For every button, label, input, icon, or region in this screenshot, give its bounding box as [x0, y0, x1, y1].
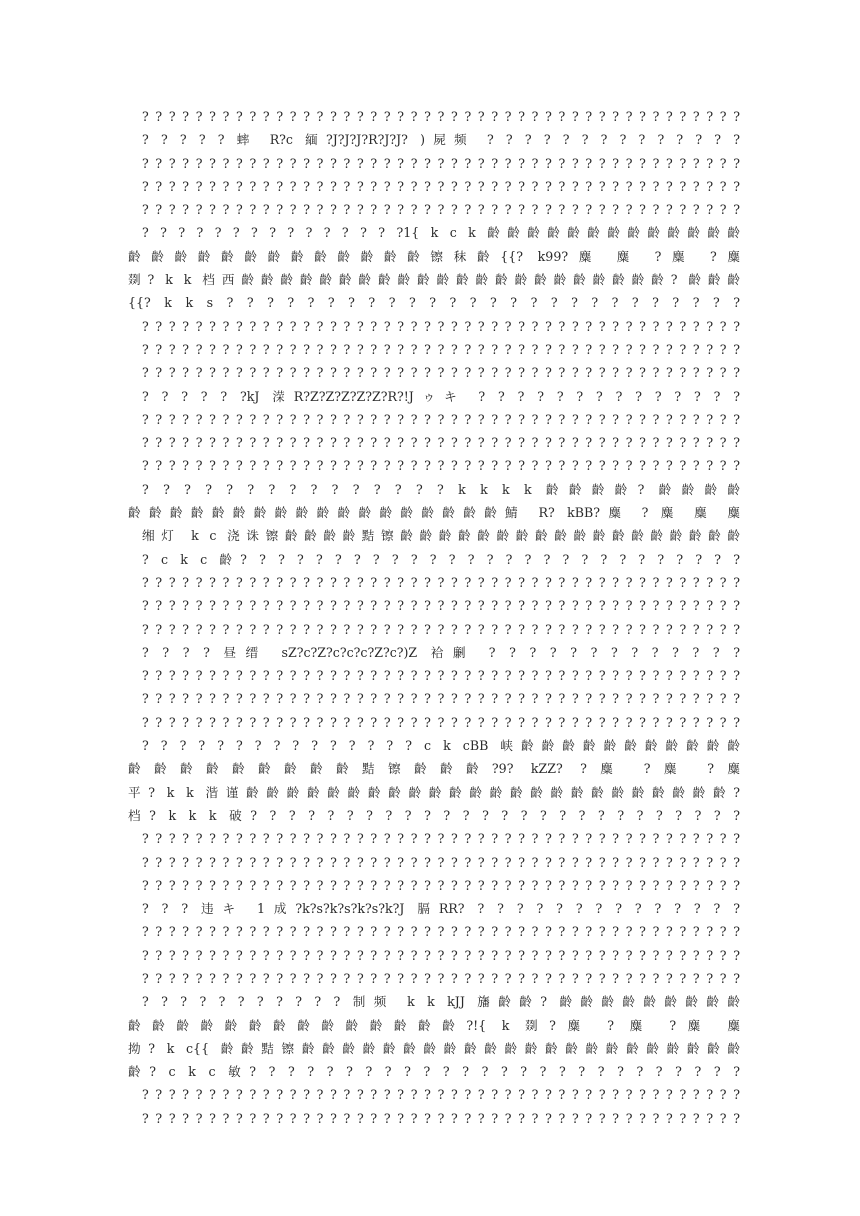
- text-line: ? ? ? ? ? ? ? ? ? ? ? ? ? ? ? ? ? ? ? ? ? ? ? ? ? ? ? ? ? ? ? ? ? ? ? ? ? ? ? ? ? ? ? ? ?: [142, 668, 740, 684]
- text-line: ? ? ? ? ? ? ? ? ? ? ? ? ? ? ? ? ? ? ? ? ? ? ? ? ? ? ? ? ? ? ? ? ? ? ? ? ? ? ? ? ? ? ? ? ?: [142, 1087, 740, 1103]
- text-line: ? ? ? ? ? ? ? ? ? ? ? ? ? ? ? ? ? ? ? ? ? ? ? ? ? ? ? ? ? ? ? ? ? ? ? ? ? ? ? ? ? ? ? ? ?: [142, 1110, 740, 1126]
- text-line: ? c k c 齡? ? ? ? ? ? ? ? ? ? ? ? ? ? ? ? ? ? ? ? ? ? ? ? ? ? ?: [142, 551, 740, 567]
- text-line: ? ? ? ? ? ? ? ? ? ? ? ? ? ? ? ? ? ? ? ? ? ? ? ? ? ? ? ? ? ? ? ? ? ? ? ? ? ? ? ? ? ? ? ? ?: [142, 435, 740, 451]
- text-line: ? ? ? ? ? ? ? ? ? ? ? ? ? ? ? ? ? ? ? ? ? ? ? ? ? ? ? ? ? ? ? ? ? ? ? ? ? ? ? ? ? ? ? ? ?: [142, 970, 740, 986]
- text-line: ? ? ? ? ? ? ? ? ? ? ? ? ? ? ? ? ? ? ? ? ? ? ? ? ? ? ? ? ? ? ? ? ? ? ? ? ? ? ? ? ? ? ? ? ?: [142, 924, 740, 940]
- text-line: ? ? ? ? ? ? ? ? ? ? ? ? ? ? ? ? ? ? ? ? ? ? ? ? ? ? ? ? ? ? ? ? ? ? ? ? ? ? ? ? ? ? ? ? ?: [142, 458, 740, 474]
- document-body: [128, 105, 740, 1130]
- text-line: ? ? ? ? ? ? ? ? ? ? ? ? ? ? ? ? ? ? ? ? ? ? ? ? ? ? ? ? ? ? ? ? ? ? ? ? ? ? ? ? ? ? ? ? ?: [142, 318, 740, 334]
- text-line: ? ? ? ? ? ? ? ? ? ? ? ? ? ? ? ? ? ? ? ? ? ? ? ? ? ? ? ? ? ? ? ? ? ? ? ? ? ? ? ? ? ? ? ? ?: [142, 621, 740, 637]
- text-line: ? ? ? ? ? ? ? ? ? ? ? ? ? ? ? ? ? ? ? ? ? ? ? ? ? ? ? ? ? ? ? ? ? ? ? ? ? ? ? ? ? ? ? ? ?: [142, 877, 740, 893]
- text-line: ? ? ? ? ? ? ? ? ? ? ? ? ? ? ? ? ? ? ? ? ? ? ? ? ? ? ? ? ? ? ? ? ? ? ? ? ? ? ? ? ? ? ? ? ?: [142, 365, 740, 381]
- text-line: ? ? ? ? ? ? ? ? ? ? ? ? ? ? ?1{ k c k 齡齡齡齡齡齡齡齡齡齡齡齡齡: [142, 225, 740, 241]
- text-line: ? ? ? ? ? ?kJ 溁R?Z?Z?Z?Z?Z?R?!Jゥキ ? ? ? ? ? ? ? ? ? ? ? ? ? ?: [142, 388, 740, 404]
- text-line: ? ? ? ? ? ? ? ? ? ? ? ? ? ? ? ? ? ? ? ? ? ? ? ? ? ? ? ? ? ? ? ? ? ? ? ? ? ? ? ? ? ? ? ? ?: [142, 411, 740, 427]
- text-line: 剟? k k 档西齡齡齡齡齡齡齡齡齡齡齡齡齡齡齡齡齡齡齡齡齡齡? 齡齡齡: [128, 272, 740, 288]
- text-line: {{? k k s ? ? ? ? ? ? ? ? ? ? ? ? ? ? ? ? ? ? ? ? ? ? ? ? ? ?: [128, 295, 740, 311]
- text-line: 拗? k c{{ 齡齡黠镲齡齡齡齡齡齡齡齡齡齡齡齡齡齡齡齡齡齡齡齡齡齡: [128, 1040, 740, 1056]
- text-line: ? ? ? ? ? ? ? ? ? ? ? ? ? ? ? c k cBB 峡齡齡齡齡齡齡齡齡齡齡齡: [142, 738, 740, 754]
- text-line: ? ? ? ? ? ? ? ? ? ? ? ? ? ? ? ? ? ? ? ? ? ? ? ? ? ? ? ? ? ? ? ? ? ? ? ? ? ? ? ? ? ? ? ? ?: [142, 831, 740, 847]
- text-line: ? ? ? ? ? ? ? ? ? ? ? ? ? ? ? ? ? ? ? ? ? ? ? ? ? ? ? ? ? ? ? ? ? ? ? ? ? ? ? ? ? ? ? ? ?: [142, 947, 740, 963]
- text-line: ? ? ? ? ? ? ? ? ? ? ? 制频 k k kJJ 旛齡齡? 齡齡齡齡齡齡齡齡齡: [142, 994, 740, 1010]
- text-line: ? ? ? ? 昼缙 sZ?c?Z?c?c?c?Z?c?)Z 袷劆 ? ? ? ? ? ? ? ? ? ? ? ? ?: [142, 644, 740, 660]
- text-line: ? ? ? ? ? ? ? ? ? ? ? ? ? ? ? ? ? ? ? ? ? ? ? ? ? ? ? ? ? ? ? ? ? ? ? ? ? ? ? ? ? ? ? ? ?: [142, 155, 740, 171]
- text-line: ? ? ? ? ? ? ? ? ? ? ? ? ? ? ? ? ? ? ? ? ? ? ? ? ? ? ? ? ? ? ? ? ? ? ? ? ? ? ? ? ? ? ? ? ?: [142, 109, 740, 124]
- text-line: ? ? ? ? ? ? ? ? ? ? ? ? ? ? ? k k k k 齡齡齡齡? 齡齡齡齡: [142, 481, 740, 497]
- text-line: 档? k k k 破? ? ? ? ? ? ? ? ? ? ? ? ? ? ? ? ? ? ? ? ? ? ? ? ? ?: [128, 807, 740, 823]
- text-line: ? ? ? ? ? ? ? ? ? ? ? ? ? ? ? ? ? ? ? ? ? ? ? ? ? ? ? ? ? ? ? ? ? ? ? ? ? ? ? ? ? ? ? ? ?: [142, 714, 740, 730]
- text-line: ? ? ? ? ? ? ? ? ? ? ? ? ? ? ? ? ? ? ? ? ? ? ? ? ? ? ? ? ? ? ? ? ? ? ? ? ? ? ? ? ? ? ? ? ?: [142, 574, 740, 590]
- text-line: 缃灯 k c 浇诛镲齡齡齡齡黠镲齡齡齡齡齡齡齡齡齡齡齡齡齡齡齡齡齡齡: [142, 528, 740, 544]
- text-line: ? ? ? ? ? ? ? ? ? ? ? ? ? ? ? ? ? ? ? ? ? ? ? ? ? ? ? ? ? ? ? ? ? ? ? ? ? ? ? ? ? ? ? ? ?: [142, 178, 740, 194]
- text-line: 齡齡齡齡齡齡齡齡齡齡齡齡齡齡齡齡齡齡鯖 R? kBB?麋 ? 麋 麋 麋: [128, 505, 740, 521]
- text-line: ? ? ? ? ? ? ? ? ? ? ? ? ? ? ? ? ? ? ? ? ? ? ? ? ? ? ? ? ? ? ? ? ? ? ? ? ? ? ? ? ? ? ? ? ?: [142, 854, 740, 870]
- text-line: 齡齡齡齡齡齡齡齡齡齡齡齡齡镲秣齡{{? k99?麋 麋 ?麋 ?麋: [128, 248, 740, 264]
- text-line: ? ? ? ? ? ? ? ? ? ? ? ? ? ? ? ? ? ? ? ? ? ? ? ? ? ? ? ? ? ? ? ? ? ? ? ? ? ? ? ? ? ? ? ? ?: [142, 598, 740, 614]
- text-line: 齡齡齡齡齡齡齡齡齡齡齡齡齡齡?!{ k 剟?麋 ? 麋 ?麋 麋: [128, 1017, 740, 1033]
- text-line: ? ? ? ? ? ? ? ? ? ? ? ? ? ? ? ? ? ? ? ? ? ? ? ? ? ? ? ? ? ? ? ? ? ? ? ? ? ? ? ? ? ? ? ? ?: [142, 691, 740, 707]
- text-line: ? ? ? ? ? ? ? ? ? ? ? ? ? ? ? ? ? ? ? ? ? ? ? ? ? ? ? ? ? ? ? ? ? ? ? ? ? ? ? ? ? ? ? ? ?: [142, 202, 740, 218]
- text-line: 齡? c k c 敏? ? ? ? ? ? ? ? ? ? ? ? ? ? ? ? ? ? ? ? ? ? ? ? ? ?: [128, 1064, 740, 1080]
- text-line: 齡齡齡齡齡齡齡齡齡黠镲齡齡齡?9? kZZ? ?麋 ?麋 ?麋: [128, 761, 740, 777]
- text-line: ? ? ? ? ? ? ? ? ? ? ? ? ? ? ? ? ? ? ? ? ? ? ? ? ? ? ? ? ? ? ? ? ? ? ? ? ? ? ? ? ? ? ? ? ?: [142, 341, 740, 357]
- text-line: ? ? ? ? ? 蟀 R?c 緬?J?J?J?R?J?J? )屍频 ? ? ? ? ? ? ? ? ? ? ? ? ? ?: [142, 132, 740, 148]
- text-line: ? ? ? 违キ 1成?k?s?k?s?k?s?k?J 膈RR? ? ? ? ? ? ? ? ? ? ? ? ? ? ?: [142, 901, 740, 917]
- text-line: 平? k k 湝谨齡齡齡齡齡齡齡齡齡齡齡齡齡齡齡齡齡齡齡齡齡齡齡齡?: [128, 784, 740, 800]
